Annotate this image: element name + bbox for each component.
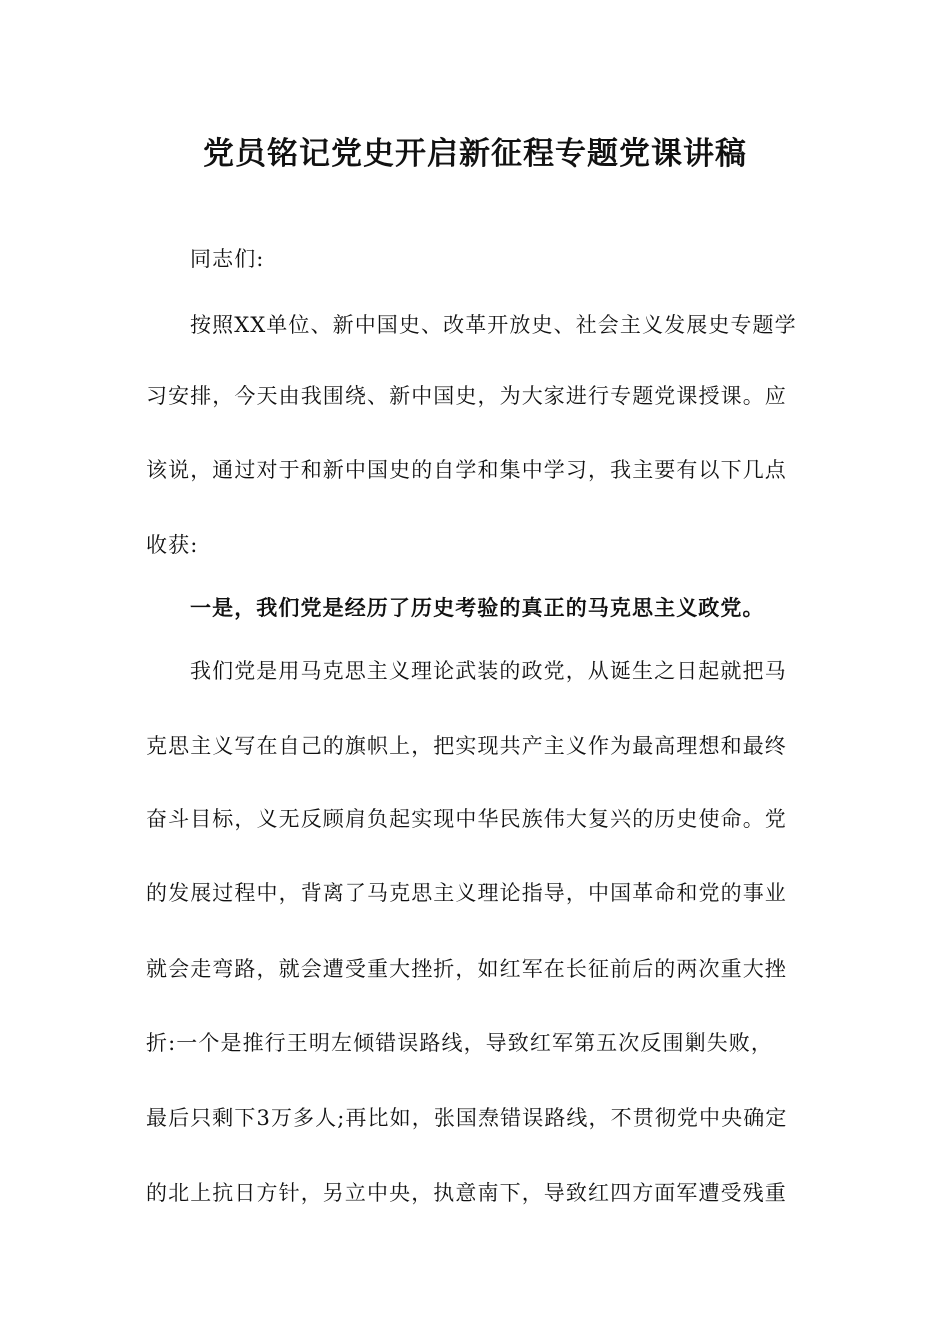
paragraph-line: 克思主义写在自己的旗帜上，把实现共产主义作为最高理想和最终 [146,734,787,758]
paragraph-line: 最后只剩下3万多人;再比如，张国焘错误路线，不贯彻党中央确定 [146,1106,788,1130]
paragraph-line: 就会走弯路，就会遭受重大挫折，如红军在长征前后的两次重大挫 [146,957,787,981]
paragraph-line: 按照XX单位、新中国史、改革开放史、社会主义发展史专题学 [190,313,797,337]
paragraph-line: 我们党是用马克思主义理论武装的政党，从诞生之日起就把马 [190,659,787,683]
paragraph-line: 的北上抗日方针，另立中央，执意南下，导致红四方面军遭受残重 [146,1181,787,1205]
section-heading: 一是，我们党是经历了历史考验的真正的马克思主义政党。 [190,595,765,620]
paragraph-line: 折:一个是推行王明左倾错误路线，导致红军第五次反围剿失败， [146,1031,773,1055]
paragraph-line: 收获: [146,533,199,557]
paragraph-line: 该说，通过对于和新中国史的自学和集中学习，我主要有以下几点 [146,458,787,482]
document-title: 党员铭记党史开启新征程专题党课讲稿 [203,136,747,172]
paragraph-line: 奋斗目标，义无反顾肩负起实现中华民族伟大复兴的历史使命。党 [146,807,787,831]
greeting-line: 同志们: [190,247,265,271]
paragraph-line: 的发展过程中，背离了马克思主义理论指导，中国革命和党的事业 [146,881,787,905]
paragraph-line: 习安排，今天由我围绕、新中国史，为大家进行专题党课授课。应 [146,384,787,408]
